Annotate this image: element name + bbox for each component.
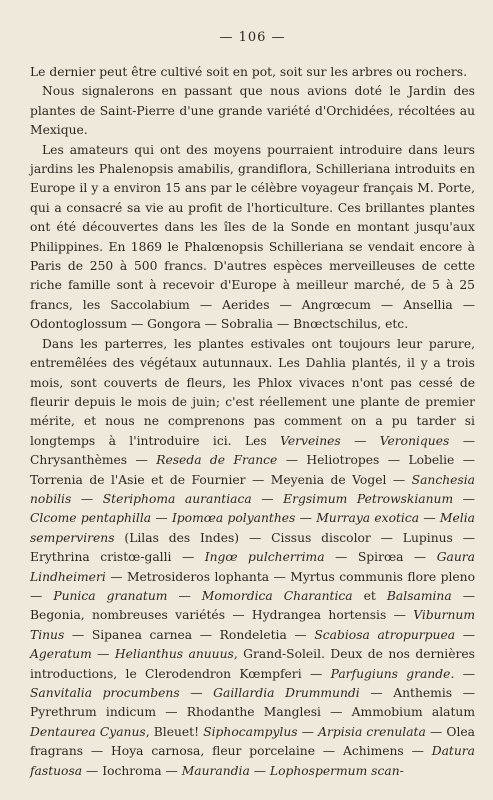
italic-plant-name: Melia sempervirens — [30, 511, 475, 545]
italic-plant-name: Ergsimum Petrowskianum — [283, 491, 454, 506]
paragraph — [30, 82, 475, 140]
paragraph — [30, 335, 475, 781]
text-run: , Bleuet! — [145, 724, 204, 739]
italic-plant-name: Scabiosa atropurpuea — [314, 627, 456, 642]
italic-plant-name: Lophospermum scan- — [269, 763, 404, 778]
italic-plant-name: Punica granatum — [53, 588, 168, 603]
text-run: — — [297, 724, 319, 739]
italic-plant-name: Arpisia crenulata — [318, 724, 426, 739]
text-run: — — [91, 647, 115, 662]
text-run: — — [419, 511, 440, 526]
italic-plant-name: Dentaurea Cyanus — [30, 724, 146, 739]
text-run: — Olea fragrans — Hoya carnosa, fleur porcelaine — Achimens — — [30, 724, 476, 759]
paragraph — [30, 63, 475, 82]
italic-plant-name: Murraya exotica — [316, 511, 420, 526]
text-run: — Spirœa — — [324, 550, 437, 565]
paragraph — [30, 141, 475, 335]
text-run: — — [249, 763, 270, 778]
text-run: — — [167, 588, 202, 603]
text-run: — — [251, 491, 284, 506]
text-run: — — [295, 511, 317, 526]
text-run: — Metrosideros lophanta — Myrtus communis flore pleno — — [30, 569, 475, 603]
text-run: — Heliotropes — Lobelie — Torrenia de l'Asie et de Fournier — Meyenia de Vogel — — [30, 453, 476, 487]
text-run: Dans les parterres, les plantes estivales ont toujours leur parure, entremêlées des végétaux autunnaux. Les Dahlia plantés, il y a trois mois, sont couverts de fleurs, les Phlox vivaces n'ont pas cessé de fleurir depuis le mois de juin; c'est réellement une plante de premier mérite, et nous ne comprenons pas comment on a pu tarder si longtemps à l'introduire ici. Les — [30, 336, 475, 448]
italic-plant-name: Ipomœa polyanthes — [171, 511, 296, 526]
italic-plant-name: Maurandia — [181, 763, 250, 778]
italic-plant-name: Verveines — [280, 433, 341, 448]
italic-plant-name: Datura fastuosa — [30, 744, 475, 778]
italic-plant-name: Parfugiuns grande — [330, 666, 451, 681]
italic-plant-name: Ageratum — [30, 647, 92, 662]
italic-plant-name: Sanchesia nobilis — [30, 472, 475, 506]
text-run: — — [453, 491, 475, 506]
italic-plant-name: Ingœ pulcherrima — [204, 550, 325, 565]
text-run: — Iochroma — — [82, 763, 182, 778]
italic-plant-name: Gaura Lindheimeri — [30, 550, 476, 584]
text-run: Les amateurs qui ont des moyens pourraient introduire dans leurs jardins les Phalenopsis amabilis, grandiflora, Schilleriana introduits en Europe il y a environ 15 ans par le célèbre voyageur français M. Porte, qui a consacré sa vie au profit de l'horticulture. Ces brillantes plantes ont été découvertes dans les îles de la Sonde en montant jusqu'aux Philippines. En 1869 le Phalœnopsis Schilleriana se vendait encore à Paris de 250 à 500 francs. D'autres espèces merveilleuses de cette riche famille sont à recevoir d'Europe à meilleur marché, de 5 à 25 francs, les Saccolabium — Aerides — Angrœcum — Ansellia — Odontoglossum — Gongora — Sobralia — Bnœctschilus, etc. — [30, 142, 475, 332]
italic-plant-name: Clcome pentaphilla — [30, 511, 152, 526]
text-run: — Sipanea carnea — Rondeletia — — [64, 627, 315, 642]
text-run: — Anthemis — Pyrethrum indicum — Rhodanthe Manglesi — Ammobium alatum — [30, 686, 475, 720]
text-run: — — [179, 686, 214, 700]
text-run: , Grand-Soleil. Deux de nos dernières introductions, le Clerodendron Kœmpferi — — [30, 647, 475, 681]
italic-plant-name: Helianthus anuuus — [114, 647, 234, 662]
text-run: — — [340, 433, 380, 448]
text-run: — — [71, 491, 103, 506]
text-run: et — [352, 588, 387, 603]
italic-plant-name: Reseda de France — [156, 453, 278, 468]
text-run: — — [455, 627, 475, 642]
italic-plant-name: Steriphoma aurantiaca — [102, 491, 252, 506]
italic-plant-name: Gaillardia Drummundi — [213, 686, 360, 700]
text-run: — — [151, 511, 172, 526]
italic-plant-name: Balsamina — [386, 588, 452, 603]
text-run: . — — [450, 666, 476, 681]
italic-plant-name: Veroniques — [379, 433, 450, 448]
italic-plant-name: Siphocampylus — [203, 724, 298, 739]
text-run: — Begonia, nombreuses variétés — Hydrangea hortensis — — [30, 588, 475, 623]
page-number: — 106 — — [219, 30, 286, 45]
text-run: Nous signalerons en passant que nous avions doté le Jardin des plantes de Saint-Pierre d'une grande variété d'Orchidées, récoltées au Mexique. — [30, 84, 475, 138]
text-run: (Lilas des Indes) — Cissus discolor — Lupinus — Erythrina cristœ-galli — — [30, 530, 475, 565]
italic-plant-name: Viburnum Tinus — [30, 608, 475, 642]
text-run: — Chrysanthèmes — — [30, 433, 475, 468]
italic-plant-name: Sanvitalia procumbens — [30, 686, 180, 700]
body-text — [30, 63, 475, 781]
text-run: Le dernier peut être cultivé soit en pot, soit sur les arbres ou rochers. — [30, 65, 467, 79]
italic-plant-name: Momordica Charantica — [201, 588, 353, 603]
